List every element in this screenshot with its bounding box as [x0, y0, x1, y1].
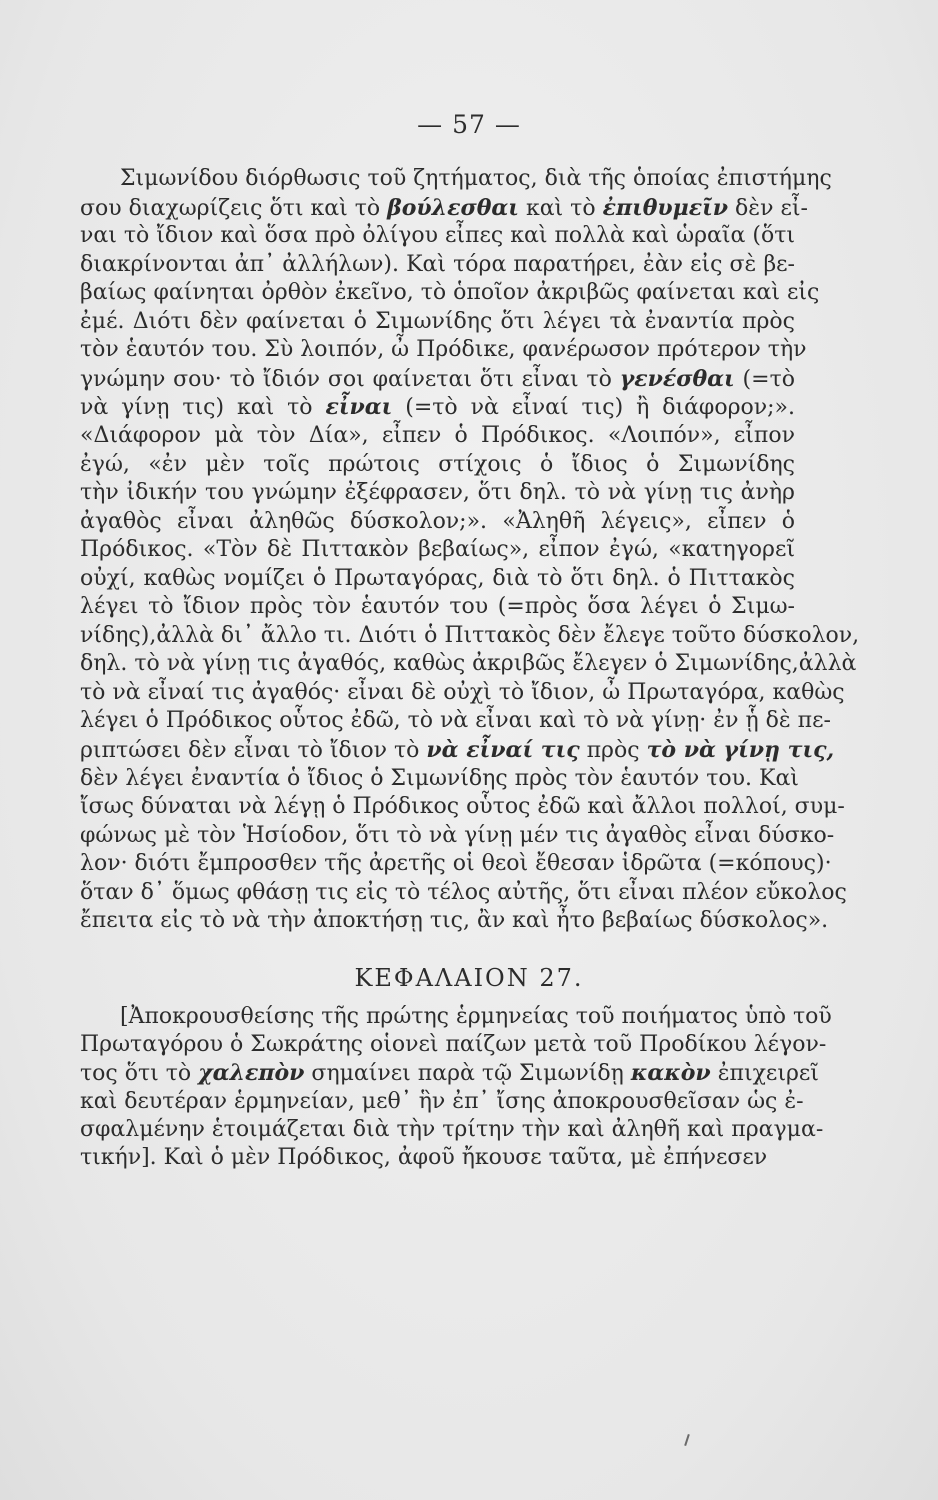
text-segment: τὴν ἰδικήν του γνώμην ἐξέφρασεν, ὅτι δηλ. τὸ νὰ γίνῃ τις ἀνὴρ	[80, 480, 795, 506]
text-segment: σημαίνει παρὰ τῷ Σιμωνίδῃ	[304, 1061, 631, 1087]
text-segment: τὸν ἑαυτόν του. Σὺ λοιπόν, ὦ Πρόδικε, φανέρωσον πρότερον τὴν	[80, 337, 807, 363]
text-segment: [Ἀποκρουσθείσης τῆς πρώτης ἑρμηνείας τοῦ ποιήματος ὑπὸ τοῦ	[120, 1004, 832, 1029]
text-segment: σου διαχωρίζεις ὅτι καὶ τὸ	[80, 195, 388, 221]
emphasized-term: εἶναι	[325, 394, 393, 421]
text-segment: καὶ δευτέραν ἑρμηνείαν, μεθ᾿ ἣν ἐπ᾿ ἴσης ἀποκρουσθεῖσαν ὡς ἐ-	[80, 1088, 804, 1114]
text-segment: νὰ γίνῃ τις) καὶ τὸ	[80, 395, 326, 421]
emphasized-term: βούλεσθαι	[387, 194, 519, 221]
emphasized-term: νὰ εἶναί τις	[426, 737, 580, 763]
text-line	[80, 308, 795, 336]
text-segment: λον· διότι ἔμπροσθεν τῆς ἀρετῆς οἱ θεοὶ ἔθεσαν ἱδρῶτα (=κόπους)·	[80, 851, 832, 877]
text-line	[80, 1031, 827, 1059]
text-segment: τικήν]. Καὶ ὁ μὲν Πρόδικος, ἀφοῦ ἤκουσε ταῦτα, μὲ ἐπήνεσεν	[80, 1145, 768, 1170]
text-line	[80, 251, 795, 279]
text-segment: δὲν εἶ-	[728, 195, 808, 221]
emphasized-term: ἐπιθυμεῖν	[602, 194, 729, 221]
text-line	[80, 451, 795, 479]
text-segment: πρὸς	[579, 738, 647, 763]
text-line	[80, 336, 807, 364]
text-line	[80, 422, 795, 450]
text-line	[80, 707, 831, 735]
page-number: — 57 —	[417, 110, 521, 139]
text-segment: γνώμην σου· τὸ ἴδιόν σοι φαίνεται ὅτι εἶναι τὸ	[80, 366, 620, 392]
text-line	[80, 736, 835, 764]
text-segment: δηλ. τὸ νὰ γίνῃ τις ἀγαθός, καθὼς ἀκριβῶς ἔλεγεν ὁ Σιμωνίδης,ἀλλὰ	[80, 651, 857, 677]
text-line	[80, 1088, 804, 1116]
text-segment: καὶ τὸ	[518, 195, 603, 221]
text-segment: ἴσως δύναται νὰ λέγῃ ὁ Πρόδικος οὗτος ἐδῶ καὶ ἄλλοι πολλοί, συμ-	[80, 794, 845, 820]
text-segment: τὸ νὰ εἶναί τις ἀγαθός· εἶναι δὲ οὐχὶ τὸ ἴδιον, ὦ Πρωταγόρα, καθὼς	[80, 679, 845, 705]
text-segment: ἐπιχειρεῖ	[710, 1061, 819, 1087]
text-segment: φώνως μὲ τὸν Ἡσίοδον, ὅτι τὸ νὰ γίνῃ μέν τις ἀγαθὸς εἶναι δύσκο-	[80, 822, 835, 848]
text-segment: Πρωταγόρου ὁ Σωκράτης οἱονεὶ παίζων μετὰ τοῦ Προδίκου λέγον-	[80, 1032, 827, 1058]
text-segment: λέγει τὸ ἴδιον πρὸς τὸν ἑαυτόν του (=πρὸς ὅσα λέγει ὁ Σιμω-	[80, 594, 795, 620]
text-line	[80, 765, 799, 793]
text-segment: οὐχί, καθὼς νομίζει ὁ Πρωταγόρας, διὰ τὸ ὅτι δηλ. ὁ Πιττακὸς	[80, 565, 795, 591]
text-line	[80, 879, 847, 907]
text-line	[80, 479, 795, 507]
text-line	[80, 279, 820, 307]
text-line	[80, 1144, 795, 1172]
emphasized-term: γενέσθαι	[619, 365, 735, 392]
text-segment: ἐγώ, «ἐν μὲν τοῖς πρώτοις στίχοις ὁ ἴδιος ὁ Σιμωνίδης	[80, 451, 795, 477]
text-segment: ἔπειτα εἰς τὸ νὰ τὴν ἀποκτήσῃ τις, ἂν καὶ ἦτο βεβαίως δύσκολος».	[80, 908, 829, 934]
text-line	[80, 1116, 824, 1144]
text-line	[80, 508, 795, 536]
text-segment: ριπτώσει δὲν εἶναι τὸ ἴδιον τὸ	[80, 738, 427, 763]
text-segment: ναι τὸ ἴδιον καὶ ὅσα πρὸ ὀλίγου εἶπες καὶ πολλὰ καὶ ὡραῖα (ὅτι	[80, 223, 795, 249]
text-line	[80, 679, 845, 707]
ink-mark	[684, 1434, 690, 1446]
text-line	[80, 222, 795, 250]
text-line	[80, 593, 795, 621]
text-segment: σφαλμένην ἑτοιμάζεται διὰ τὴν τρίτην τὴν καὶ ἀληθῆ καὶ πραγμα-	[80, 1116, 824, 1142]
text-segment: λέγει ὁ Πρόδικος οὗτος ἐδῶ, τὸ νὰ εἶναι καὶ τὸ νὰ γίνῃ· ἐν ᾗ δὲ πε-	[80, 708, 831, 734]
emphasized-term: κακὸν	[630, 1060, 711, 1087]
text-segment: (=τὸ	[734, 366, 795, 392]
text-segment: Πρόδικος. «Τὸν δὲ Πιττακὸν βεβαίως», εἶπον ἐγώ, «κατηγορεῖ	[80, 537, 795, 563]
text-segment: δὲν λέγει ἐναντία ὁ ἴδιος ὁ Σιμωνίδης πρὸς τὸν ἑαυτόν του. Καὶ	[80, 765, 799, 791]
text-segment: νίδης),ἀλλὰ δι᾿ ἄλλο τι. Διότι ὁ Πιττακὸς δὲν ἔλεγε τοῦτο δύσκολον,	[80, 622, 860, 648]
text-line	[80, 650, 857, 678]
emphasized-term: τὸ νὰ γίνῃ τις,	[646, 737, 835, 763]
text-segment: διακρίνονται ἀπ᾿ ἀλλήλων). Καὶ τόρα παρατήρει, ἐὰν εἰς σὲ βε-	[80, 251, 795, 277]
text-segment: ἐμέ. Διότι δὲν φαίνεται ὁ Σιμωνίδης ὅτι λέγει τὰ ἐναντία πρὸς	[80, 308, 795, 334]
text-line	[80, 622, 860, 650]
text-segment: ὅταν δ᾿ ὅμως φθάσῃ τις εἰς τὸ τέλος αὐτῆς, ὅτι εἶναι πλέον εὔκολος	[80, 879, 847, 905]
text-segment: ἀγαθὸς εἶναι ἀληθῶς δύσκολον;». «Ἀληθῆ λέγεις», εἶπεν ὁ	[80, 508, 795, 534]
text-line	[120, 1003, 832, 1031]
text-line	[80, 850, 832, 878]
text-segment: τος ὅτι τὸ	[80, 1061, 199, 1087]
text-line	[80, 536, 795, 564]
text-segment: (=τὸ νὰ εἶναί τις) ἢ διάφορον;».	[392, 395, 796, 421]
text-segment: Σιμωνίδου διόρθωσις τοῦ ζητήματος, διὰ τῆς ὁποίας ἐπιστήμης	[120, 166, 832, 191]
text-line	[80, 565, 795, 593]
emphasized-term: χαλεπὸν	[198, 1060, 305, 1087]
text-line	[80, 365, 795, 393]
text-line	[80, 907, 829, 935]
chapter-heading: ΚΕΦΑΛΑΙΟΝ 27.	[354, 964, 584, 992]
text-line	[80, 1059, 819, 1087]
text-line	[80, 194, 808, 222]
text-segment: «Διάφορον μὰ τὸν Δία», εἶπεν ὁ Πρόδικος. «Λοιπόν», εἶπον	[80, 422, 795, 448]
text-line	[80, 822, 835, 850]
text-line	[80, 393, 795, 421]
text-line	[80, 793, 845, 821]
text-line	[120, 165, 832, 193]
text-segment: βαίως φαίνηται ὀρθὸν ἐκεῖνο, τὸ ὁποῖον ἀκριβῶς φαίνεται καὶ εἰς	[80, 280, 820, 306]
